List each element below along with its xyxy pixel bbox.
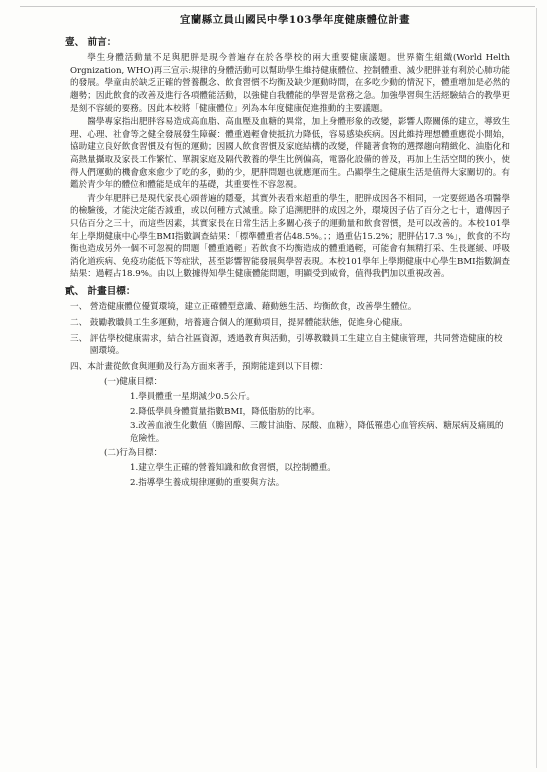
goal-text: 營造健康體位優質環境，建立正確體型意識、藉動態生活、均衡飲食，改善學生體位。 (89, 302, 417, 313)
health-goal-item (130, 391, 510, 404)
health-goal-item (130, 406, 510, 419)
health-goal-text: 2.降低學員身體質量指數BMI，降低脂肪的比率。 (130, 406, 320, 417)
document-title: 宜蘭縣立員山國民中學103學年度健康體位計畫 (179, 14, 411, 26)
goal-item (70, 333, 510, 358)
health-goals-title: (一)健康目標： (104, 377, 163, 388)
goal-item (70, 317, 510, 330)
goal-text: 本計畫從飲食與運動及行為方面來著手，預期能達到以下目標： (87, 361, 328, 372)
goal-item (70, 361, 510, 374)
goal-text: 鼓勵教職員工生多運動，培養適合個人的運動項目，提昇體能狀態，促進身心健康。 (89, 318, 408, 329)
goal-number: 三、 (70, 333, 90, 344)
preface-paragraph-2: 醫學專家指出肥胖容易造成高血脂、高血壓及血糖的異常，加上身體形象的改變，影響人際關係的建立，導致生理、心理、社會等之健全發展發生障礙：體重過輕會使抵抗力降低，容易感染疾病。因此維持理想體重應從小開始，協助建立良好飲食習慣及有恆的運動；因國人飲食習慣及家庭結構的改變，伴隨著食物的選擇趨向精緻化、油脂化和高熱量攝取及家長工作繁忙、單親家庭及隔代教養的學生比例偏高，電器化設備的普及，再加上生活空間的狹小，使得人們運動的機會愈來愈少了吃的多，動的少，肥胖問題也就應運而生。凸顯學生之健康生活是值得大家關切的。有鑑於青少年的體位和體能是成年的基礎，其重要性不容忽視。 (70, 117, 510, 191)
page-edge-top (20, 6, 535, 7)
document-body (65, 14, 510, 491)
goals-list (70, 301, 510, 373)
page-edge-right (536, 8, 537, 768)
goal-number: 二、 (70, 318, 90, 329)
health-goal-text: 3.改善血液生化數值（膽固醇、三酸甘油脂、尿酸、血糖），降低罹患心血管疾病、糖尿病及痛風的危險性。 (130, 421, 504, 444)
behavior-goal-item (130, 462, 510, 475)
goal-item (70, 301, 510, 314)
health-goal-text: 1.學員體重一星期減少0.5公斤。 (130, 392, 255, 403)
behavior-goal-text: 1.建立學生正確的營養知識和飲食習慣，以控制體重。 (130, 463, 336, 473)
preface-paragraph-1: 學生身體活動量不足與肥胖是現今普遍存在於各學校的兩大重要健康議題。世界衛生組織(World Helth Orgnization, WHO)再三宣示:規律的身體活動可以幫助學生維持健康體位、控制體重、減少肥胖並有利於心肺功能的發展。學童由於缺乏正確的營養觀念、飲食習慣不均衡及缺少運動時間，在多吃少動的情況下，體重增加是必然的趨勢；因此飲食的改善及進行各項體能活動，以強健自我體能的學習是當務之急。加強學習與生活經驗結合的教學更是刻不容緩的要務。因此本校將「健康體位」列為本年度健康促進推動的主要議題。 (70, 53, 510, 114)
behavior-goal-text: 2.指導學生養成規律運動的重要與方法。 (130, 477, 285, 488)
health-goal-item (130, 420, 510, 445)
preface-heading: 壹、 前言： (65, 36, 117, 48)
goal-text: 評估學校健康需求，結合社區資源，透過教育與活動，引導教職員工生建立自主健康管理，共同營造健康的校園環境。 (89, 333, 503, 357)
behavior-goal-item (130, 477, 510, 490)
goal-number: 四、 (70, 361, 88, 372)
preface-paragraph-3: 青少年肥胖已是現代家長心頭普遍的隱憂，其實外表看來超重的學生，肥胖成因各不相同，一定要經過各項醫學的檢驗後，才能決定能否減重，或以何種方式減重。除了追溯肥胖的成因之外，環境因子佔了百分之七十，遺傳因子只佔百分之三十，而這些因素，其實家長在日常生活上多關心孩子的運動量和飲食習慣，是可以改善的。本校101學年上學期健康中心學生BMI指數調查結果：「標準體重者佔48.5%。；；過重佔15.2%；肥胖佔17.3 %」，飲食的不均衡也造成另外一個不可忽視的問題「體重過輕」若飲食不均衡造成的體重過輕，可能會有無精打采、生長遲緩、呼吸消化道疾病、免疫功能低下等症狀，甚至影響智能發展與學習表現。本校101學年上學期健康中心學生BMI指數調查結果：過輕占18.9%。由以上數據得知學生健康體能問題，明顯受到威脅，值得我們加以重視改善。 (70, 193, 510, 280)
goals-heading: 貳、 計畫目標： (65, 285, 136, 297)
goal-number: 一、 (70, 302, 90, 313)
behavior-goals-title: (二)行為目標： (104, 448, 163, 459)
